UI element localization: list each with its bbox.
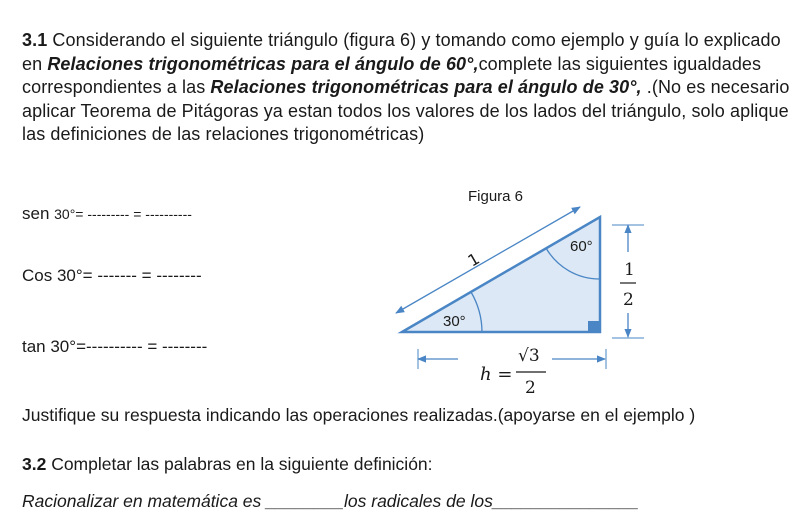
triangle-figure: [380, 195, 670, 400]
question-3-1-text: [22, 29, 792, 147]
text-part-2: complete las siguientes igualdades correspondientes a las: [22, 53, 762, 97]
vertical-side-numerator: 1: [624, 260, 635, 280]
question-3-2-instruction: Completar las palabras en la siguiente definición:: [46, 454, 433, 474]
question-number: 3.1: [22, 30, 48, 50]
figure-caption: Figura 6: [468, 188, 524, 205]
angle-60-label: 60°: [570, 238, 593, 255]
sen-label: sen: [22, 204, 55, 223]
h-lhs: h =: [480, 364, 513, 385]
triangle-shape: [402, 217, 600, 332]
definition-part-1: Racionalizar en matemática es: [22, 491, 267, 511]
h-denominator: 2: [525, 378, 536, 398]
definition-part-2: los radicales de los: [344, 491, 493, 511]
bold-phrase-30: Relaciones trigonométricas para el ángulo de 30°,: [210, 77, 642, 97]
text-part-3: .(No es necesario aplicar Teorema de Pitágoras ya estan todos los valores de los lados del triángulo, solo aplique las definiciones de las relaciones trigonométricas): [22, 77, 790, 144]
hypotenuse-label: 1: [464, 248, 483, 271]
right-angle-marker: [588, 321, 599, 331]
h-numerator: √3: [518, 346, 540, 366]
definition-sentence: [22, 491, 639, 512]
sen-equation: [22, 204, 192, 224]
definition-blank-2[interactable]: _______________: [492, 491, 639, 511]
justify-instruction: Justifique su respuesta indicando las operaciones realizadas.(apoyarse en el ejemplo ): [22, 405, 696, 425]
vertical-side-denominator: 2: [623, 290, 634, 310]
cos-equation: Cos 30°= ------- = --------: [22, 266, 202, 285]
text-part-1: Considerando el siguiente triángulo (figura 6) y tomando como ejemplo y guía lo explicado en: [22, 30, 781, 74]
definition-blank-1[interactable]: ________: [266, 491, 345, 511]
angle-30-label: 30°: [443, 313, 466, 330]
sen-rest: 30°= --------- = ----------: [54, 206, 192, 222]
question-3-2-number: 3.2: [22, 454, 47, 474]
tan-equation: tan 30°=---------- = --------: [22, 337, 208, 356]
question-3-2-text: [22, 454, 433, 475]
bold-phrase-60: Relaciones trigonométricas para el ángulo de 60°,: [47, 53, 479, 74]
